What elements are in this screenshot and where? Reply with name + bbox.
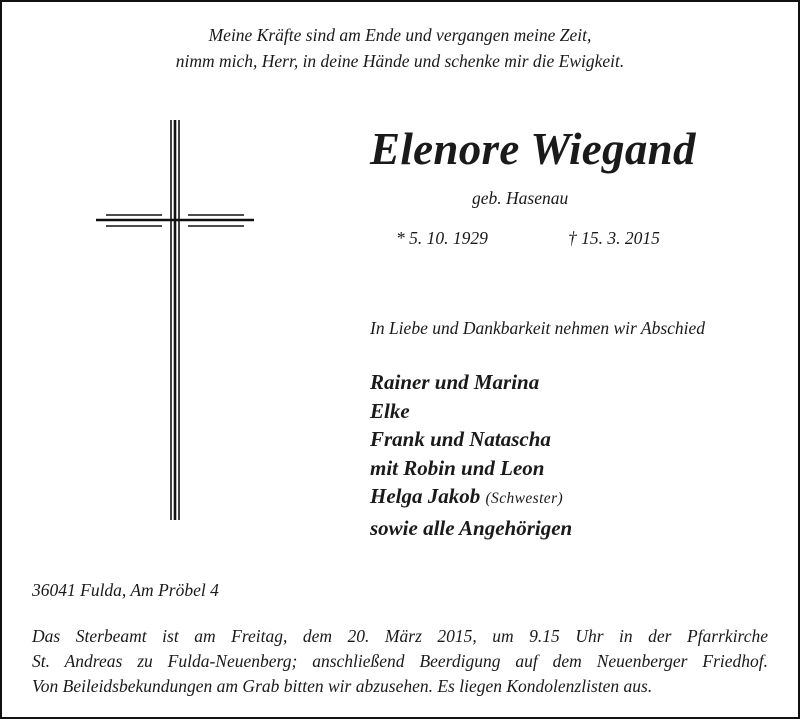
- mourner-name: Rainer und Marina: [370, 370, 540, 394]
- birth-date: * 5. 10. 1929: [396, 228, 488, 248]
- mourner-entry: [370, 397, 572, 426]
- maiden-name: geb. Hasenau: [472, 188, 569, 208]
- farewell-text: In Liebe und Dankbarkeit nehmen wir Abschied: [370, 318, 706, 338]
- cross-icon: [92, 120, 258, 520]
- service-line: St. Andreas zu Fulda-Neuenberg; anschließend Beerdigung auf dem Neuenberger Friedhof.: [32, 651, 768, 671]
- mourner-name: Elke: [370, 398, 410, 423]
- verse-line-2: nimm mich, Herr, in deine Hände und schenke mir die Ewigkeit.: [175, 51, 625, 71]
- deceased-name: Elenore Wiegand: [370, 124, 696, 174]
- service-information: [32, 624, 768, 699]
- family-address: 36041 Fulda, Am Pröbel 4: [32, 580, 219, 600]
- mourners-list: [370, 368, 572, 542]
- service-line: Das Sterbeamt ist am Freitag, dem 20. März 2015, um 9.15 Uhr in der Pfarrkirche: [32, 626, 768, 646]
- mourner-entry: [370, 368, 572, 397]
- mourner-name: Helga Jakob: [370, 484, 481, 508]
- mourner-entry: [370, 425, 572, 454]
- mourner-name: Frank und Natascha: [370, 427, 551, 451]
- mourner-name: mit Robin und Leon: [370, 455, 545, 480]
- service-line: Von Beileidsbekundungen am Grab bitten wir abzusehen. Es liegen Kondolenzlisten aus.: [32, 676, 653, 696]
- mourner-relation: (Schwester): [485, 490, 564, 507]
- mourner-entry: [370, 454, 572, 483]
- mourner-entry: [370, 482, 572, 514]
- verse-line-1: Meine Kräfte sind am Ende und vergangen meine Zeit,: [208, 25, 592, 45]
- mourner-name: sowie alle Angehörigen: [370, 515, 573, 540]
- mourner-entry: [370, 514, 572, 543]
- bible-verse: [2, 22, 798, 74]
- death-date: † 15. 3. 2015: [568, 228, 660, 248]
